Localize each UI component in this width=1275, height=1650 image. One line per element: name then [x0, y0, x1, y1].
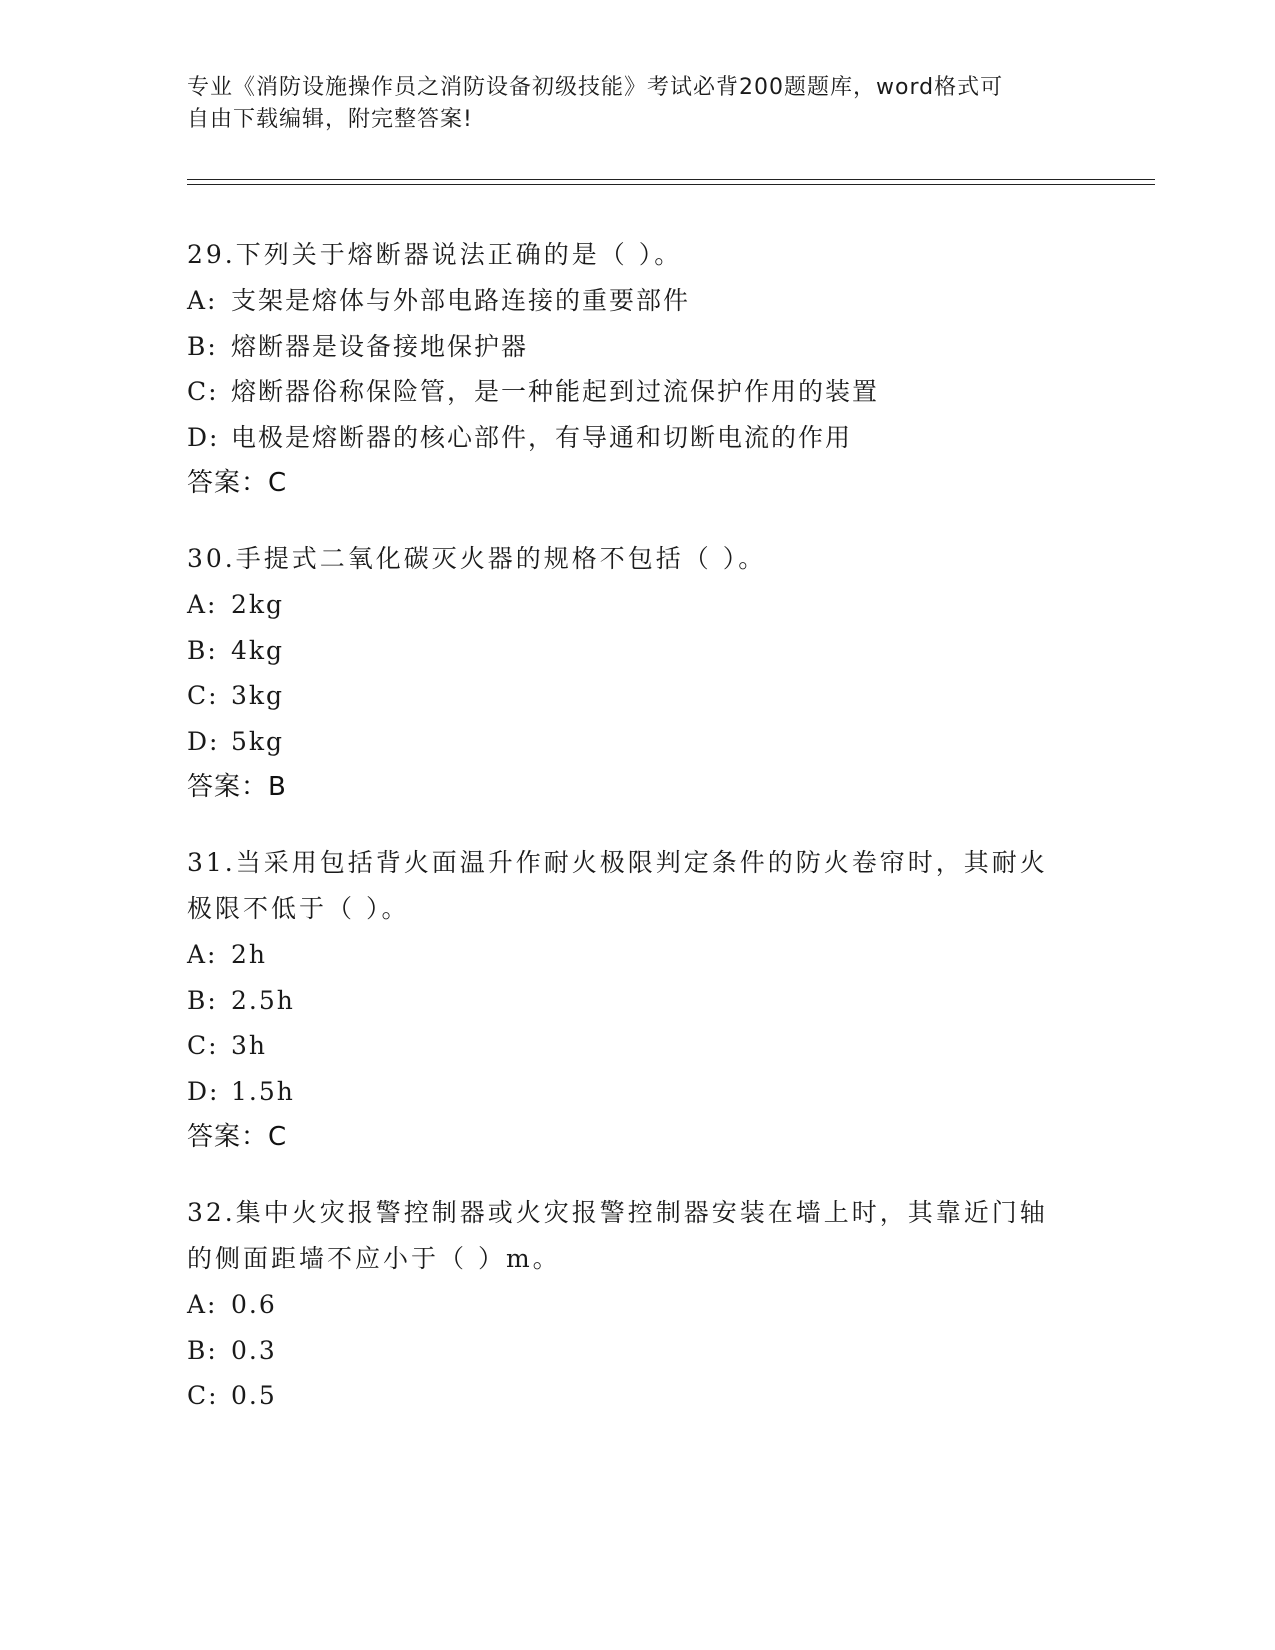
option-key: C:: [187, 1031, 219, 1060]
option-a: [187, 1282, 1087, 1328]
question-text: 31.当采用包括背火面温升作耐火极限判定条件的防火卷帘时，其耐火: [187, 848, 1048, 877]
option-key: D:: [187, 422, 220, 452]
answer-line: 答案：B: [187, 772, 287, 802]
header-line-1: 专业《消防设施操作员之消防设备初级技能》考试必背200题题库，word格式可: [187, 75, 1004, 100]
option-key: D:: [187, 1076, 220, 1106]
option-b: [187, 628, 1087, 674]
option-key: A:: [187, 286, 218, 315]
question-31: [187, 840, 1087, 1160]
option-key: B:: [187, 331, 218, 361]
option-b: [187, 978, 1087, 1024]
question-text: 30.手提式二氧化碳灭火器的规格不包括（ ）。: [187, 544, 767, 573]
option-d: [187, 415, 1087, 461]
option-b: [187, 1328, 1087, 1374]
question-32: [187, 1190, 1087, 1419]
option-text: 0.6: [231, 1290, 277, 1319]
option-text: 2h: [231, 940, 268, 969]
option-text: 2kg: [231, 590, 285, 619]
option-text: 2.5h: [231, 985, 295, 1015]
header-divider: [187, 179, 1155, 185]
option-b: [187, 324, 1087, 370]
option-text: 3kg: [231, 681, 285, 710]
question-text: 32.集中火灾报警控制器或火灾报警控制器安装在墙上时，其靠近门轴: [187, 1198, 1048, 1227]
option-key: B:: [187, 1335, 218, 1365]
option-d: [187, 1069, 1087, 1115]
option-text: 熔断器俗称保险管，是一种能起到过流保护作用的装置: [231, 377, 880, 406]
option-key: A:: [187, 940, 218, 969]
option-key: C:: [187, 1381, 219, 1410]
option-d: [187, 719, 1087, 765]
option-a: [187, 932, 1087, 978]
question-text-continued: 的侧面距墙不应小于（ ）m。: [187, 1244, 561, 1273]
option-key: A:: [187, 1290, 218, 1319]
option-text: 0.3: [231, 1335, 277, 1365]
option-text: 支架是熔体与外部电路连接的重要部件: [231, 286, 691, 315]
document-header: [187, 72, 1067, 136]
option-text: 1.5h: [231, 1076, 295, 1106]
option-key: C:: [187, 377, 219, 406]
option-a: [187, 278, 1087, 324]
option-key: A:: [187, 590, 218, 619]
option-key: B:: [187, 635, 218, 665]
option-c: [187, 1373, 1087, 1419]
answer-line: 答案：C: [187, 468, 288, 498]
option-text: 3h: [231, 1031, 268, 1060]
question-text-continued: 极限不低于（ ）。: [187, 894, 410, 923]
question-30: [187, 536, 1087, 810]
answer-line: 答案：C: [187, 1122, 288, 1152]
option-c: [187, 1023, 1087, 1069]
option-c: [187, 369, 1087, 415]
option-text: 0.5: [231, 1381, 277, 1410]
question-list: [187, 232, 1087, 1449]
option-key: C:: [187, 681, 219, 710]
option-text: 熔断器是设备接地保护器: [231, 331, 529, 361]
question-text: 29.下列关于熔断器说法正确的是（ ）。: [187, 240, 683, 269]
option-text: 电极是熔断器的核心部件，有导通和切断电流的作用: [231, 422, 853, 452]
question-29: [187, 232, 1087, 506]
option-c: [187, 673, 1087, 719]
option-key: D:: [187, 726, 220, 756]
option-text: 4kg: [231, 635, 285, 665]
option-key: B:: [187, 985, 218, 1015]
option-text: 5kg: [231, 726, 285, 756]
option-a: [187, 582, 1087, 628]
header-line-2: 自由下载编辑，附完整答案!: [187, 107, 473, 132]
